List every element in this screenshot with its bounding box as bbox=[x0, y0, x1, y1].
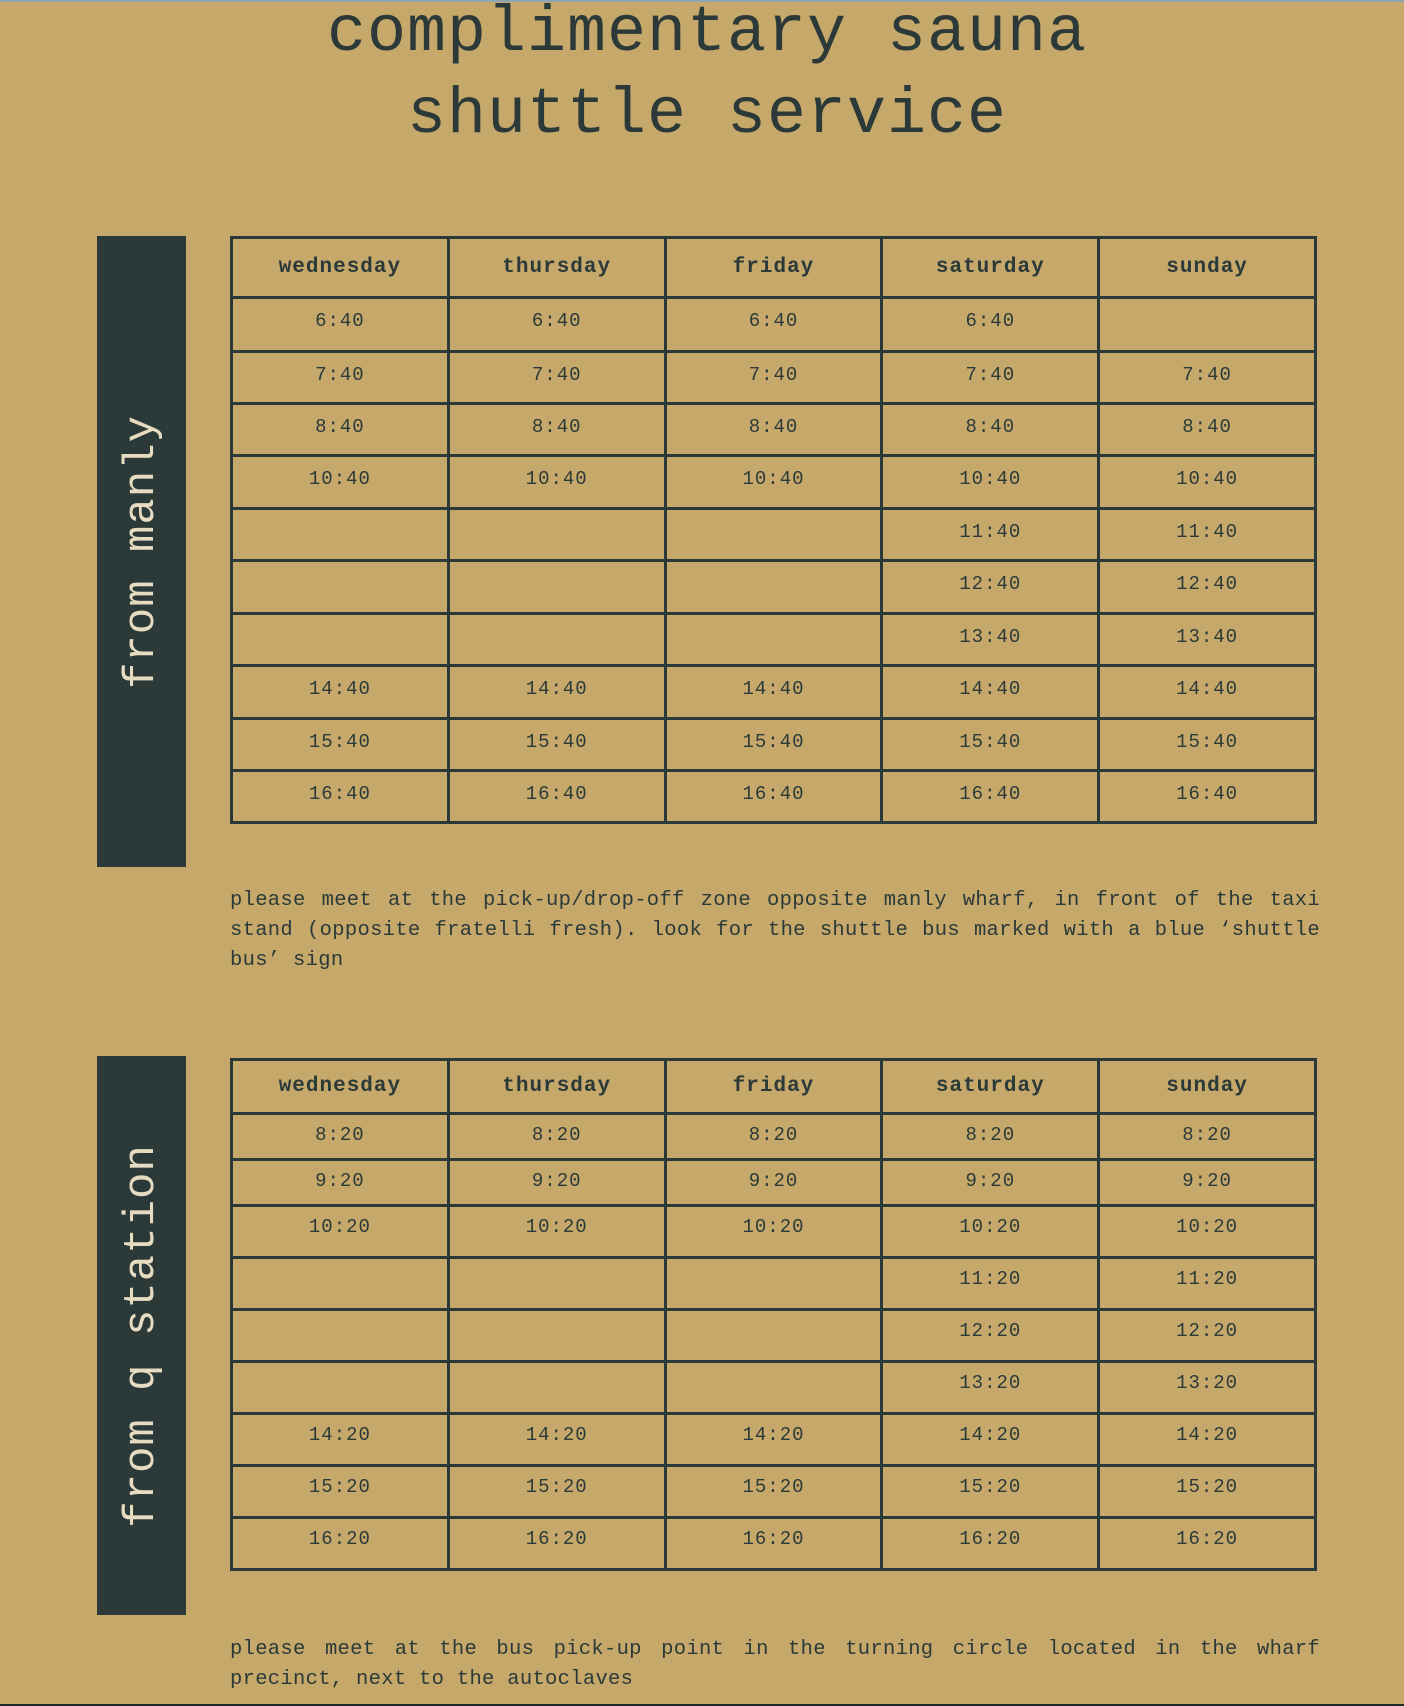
time-cell: 16:40 bbox=[1099, 771, 1316, 823]
time-cell: 10:40 bbox=[882, 456, 1099, 509]
time-cell: 9:20 bbox=[665, 1160, 882, 1206]
time-cell: 14:40 bbox=[665, 666, 882, 719]
page-title-line-2: shuttle service bbox=[406, 78, 1008, 152]
time-cell bbox=[232, 614, 449, 666]
time-cell: 15:20 bbox=[448, 1466, 665, 1518]
table-row bbox=[232, 771, 1316, 823]
timetable-body bbox=[232, 1114, 1316, 1570]
time-cell: 9:20 bbox=[882, 1160, 1099, 1206]
time-cell: 7:40 bbox=[1099, 352, 1316, 404]
time-cell: 14:20 bbox=[665, 1414, 882, 1466]
time-cell: 13:40 bbox=[882, 614, 1099, 666]
time-cell: 7:40 bbox=[882, 352, 1099, 404]
time-cell: 14:40 bbox=[1099, 666, 1316, 719]
time-cell: 16:40 bbox=[882, 771, 1099, 823]
column-header: thursday bbox=[448, 238, 665, 298]
time-cell: 16:20 bbox=[882, 1518, 1099, 1570]
time-cell: 9:20 bbox=[448, 1160, 665, 1206]
time-cell: 11:20 bbox=[882, 1258, 1099, 1310]
time-cell: 9:20 bbox=[232, 1160, 449, 1206]
time-cell: 13:40 bbox=[1099, 614, 1316, 666]
time-cell bbox=[1099, 298, 1316, 352]
time-cell bbox=[448, 561, 665, 614]
time-cell: 7:40 bbox=[232, 352, 449, 404]
time-cell: 14:20 bbox=[1099, 1414, 1316, 1466]
table-row bbox=[232, 1518, 1316, 1570]
table-row bbox=[232, 298, 1316, 352]
time-cell: 15:40 bbox=[665, 719, 882, 771]
time-cell bbox=[232, 561, 449, 614]
table-row bbox=[232, 404, 1316, 456]
pickup-note-manly: please meet at the pick-up/drop-off zone opposite manly wharf, in front of the taxi stand (opposite fratelli fresh). look for the shuttle bus marked with a blue ‘shuttle bus’ sign bbox=[230, 889, 1320, 972]
time-cell bbox=[232, 1310, 449, 1362]
time-cell: 15:40 bbox=[1099, 719, 1316, 771]
time-cell: 13:20 bbox=[882, 1362, 1099, 1414]
column-header: sunday bbox=[1099, 238, 1316, 298]
table-row bbox=[232, 1310, 1316, 1362]
time-cell: 15:40 bbox=[448, 719, 665, 771]
timetable-from-manly bbox=[230, 236, 1317, 824]
time-cell: 8:40 bbox=[232, 404, 449, 456]
time-cell: 8:20 bbox=[665, 1114, 882, 1160]
time-cell bbox=[665, 1362, 882, 1414]
time-cell: 12:40 bbox=[1099, 561, 1316, 614]
column-header: friday bbox=[665, 238, 882, 298]
time-cell: 10:40 bbox=[448, 456, 665, 509]
table-row bbox=[232, 1160, 1316, 1206]
time-cell: 16:20 bbox=[665, 1518, 882, 1570]
time-cell: 7:40 bbox=[448, 352, 665, 404]
section-label-text: from manly bbox=[116, 414, 167, 689]
time-cell bbox=[232, 509, 449, 561]
time-cell: 8:20 bbox=[882, 1114, 1099, 1160]
time-cell: 9:20 bbox=[1099, 1160, 1316, 1206]
time-cell: 12:40 bbox=[882, 561, 1099, 614]
time-cell: 15:20 bbox=[232, 1466, 449, 1518]
table-row bbox=[232, 1362, 1316, 1414]
column-header: thursday bbox=[448, 1060, 665, 1114]
table-row bbox=[232, 561, 1316, 614]
time-cell: 15:40 bbox=[882, 719, 1099, 771]
time-cell: 11:40 bbox=[882, 509, 1099, 561]
table-row bbox=[232, 719, 1316, 771]
time-cell: 14:40 bbox=[232, 666, 449, 719]
time-cell: 10:20 bbox=[882, 1206, 1099, 1258]
time-cell: 15:20 bbox=[882, 1466, 1099, 1518]
time-cell bbox=[448, 1310, 665, 1362]
time-cell: 14:40 bbox=[448, 666, 665, 719]
section-label-from-q-station bbox=[97, 1056, 186, 1615]
time-cell bbox=[665, 1258, 882, 1310]
time-cell bbox=[232, 1258, 449, 1310]
time-cell: 6:40 bbox=[448, 298, 665, 352]
section-label-text: from q station bbox=[116, 1143, 167, 1528]
time-cell: 11:20 bbox=[1099, 1258, 1316, 1310]
time-cell: 10:40 bbox=[665, 456, 882, 509]
table-row bbox=[232, 1414, 1316, 1466]
column-header: saturday bbox=[882, 238, 1099, 298]
time-cell bbox=[448, 614, 665, 666]
table-row bbox=[232, 1258, 1316, 1310]
page-title-line-1: complimentary sauna bbox=[326, 0, 1088, 70]
table-row bbox=[232, 352, 1316, 404]
time-cell: 16:40 bbox=[448, 771, 665, 823]
column-header: wednesday bbox=[232, 238, 449, 298]
time-cell: 13:20 bbox=[1099, 1362, 1316, 1414]
time-cell: 12:20 bbox=[882, 1310, 1099, 1362]
time-cell: 15:20 bbox=[665, 1466, 882, 1518]
time-cell: 16:20 bbox=[232, 1518, 449, 1570]
time-cell: 6:40 bbox=[665, 298, 882, 352]
time-cell: 14:20 bbox=[448, 1414, 665, 1466]
time-cell bbox=[665, 1310, 882, 1362]
time-cell: 14:20 bbox=[882, 1414, 1099, 1466]
time-cell: 14:20 bbox=[232, 1414, 449, 1466]
time-cell bbox=[448, 1362, 665, 1414]
table-header-row bbox=[232, 1060, 1316, 1114]
time-cell: 16:40 bbox=[232, 771, 449, 823]
page-title bbox=[0, 0, 1404, 156]
time-cell: 8:40 bbox=[1099, 404, 1316, 456]
time-cell: 10:20 bbox=[232, 1206, 449, 1258]
table-header-row bbox=[232, 238, 1316, 298]
table-row bbox=[232, 456, 1316, 509]
table-row bbox=[232, 509, 1316, 561]
time-cell: 7:40 bbox=[665, 352, 882, 404]
time-cell bbox=[448, 509, 665, 561]
time-cell: 6:40 bbox=[882, 298, 1099, 352]
column-header: friday bbox=[665, 1060, 882, 1114]
time-cell: 10:20 bbox=[665, 1206, 882, 1258]
time-cell: 12:20 bbox=[1099, 1310, 1316, 1362]
table-row bbox=[232, 1466, 1316, 1518]
time-cell bbox=[665, 509, 882, 561]
timetable-from-q-station bbox=[230, 1058, 1317, 1571]
section-label-from-manly bbox=[97, 236, 186, 867]
time-cell: 8:40 bbox=[882, 404, 1099, 456]
time-cell: 16:20 bbox=[1099, 1518, 1316, 1570]
table-row bbox=[232, 1206, 1316, 1258]
time-cell bbox=[665, 561, 882, 614]
time-cell: 11:40 bbox=[1099, 509, 1316, 561]
time-cell: 10:20 bbox=[1099, 1206, 1316, 1258]
table-row bbox=[232, 614, 1316, 666]
time-cell: 14:40 bbox=[882, 666, 1099, 719]
time-cell: 8:40 bbox=[448, 404, 665, 456]
time-cell: 15:40 bbox=[232, 719, 449, 771]
time-cell: 10:20 bbox=[448, 1206, 665, 1258]
time-cell: 8:20 bbox=[1099, 1114, 1316, 1160]
time-cell: 10:40 bbox=[232, 456, 449, 509]
table-row bbox=[232, 1114, 1316, 1160]
pickup-note-q-station: please meet at the bus pick-up point in the turning circle located in the wharf precinct, next to the autoclaves bbox=[230, 1638, 1320, 1691]
time-cell: 16:40 bbox=[665, 771, 882, 823]
time-cell bbox=[448, 1258, 665, 1310]
column-header: sunday bbox=[1099, 1060, 1316, 1114]
time-cell: 10:40 bbox=[1099, 456, 1316, 509]
table-row bbox=[232, 666, 1316, 719]
time-cell bbox=[665, 614, 882, 666]
time-cell: 8:20 bbox=[232, 1114, 449, 1160]
time-cell: 8:20 bbox=[448, 1114, 665, 1160]
time-cell: 8:40 bbox=[665, 404, 882, 456]
timetable-body bbox=[232, 298, 1316, 823]
time-cell: 15:20 bbox=[1099, 1466, 1316, 1518]
time-cell: 6:40 bbox=[232, 298, 449, 352]
column-header: wednesday bbox=[232, 1060, 449, 1114]
time-cell bbox=[232, 1362, 449, 1414]
column-header: saturday bbox=[882, 1060, 1099, 1114]
time-cell: 16:20 bbox=[448, 1518, 665, 1570]
